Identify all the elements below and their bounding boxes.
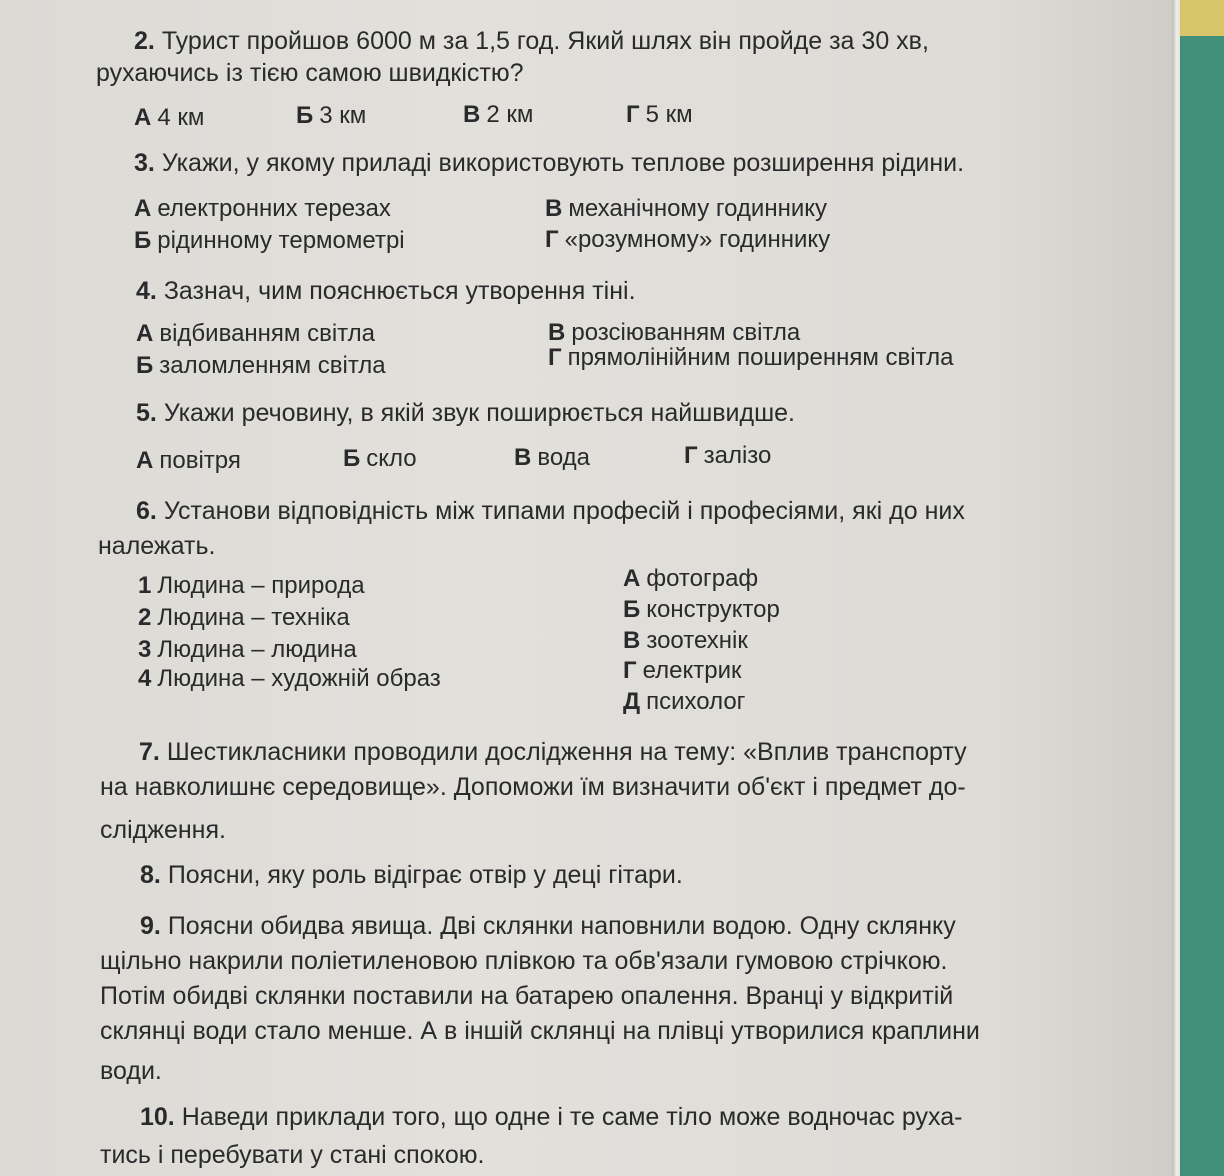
question-4: 4. Зазнач, чим пояснюється утворення тіні. [136, 277, 636, 305]
question-7-line-1: 7. Шестикласники проводили дослідження на тему: «Вплив транспорту [139, 738, 967, 766]
q3-option-a: А електронних терезах [134, 195, 391, 222]
q2-option-a: А 4 км [134, 104, 205, 131]
q6-right-b: Б конструктор [623, 596, 780, 623]
q2-option-b: Б 3 км [296, 102, 367, 129]
question-6-cont: належать. [98, 532, 216, 560]
q2-option-d: Г 5 км [626, 101, 693, 128]
q5-option-a: А повітря [136, 447, 241, 474]
book-cover-edge [1180, 0, 1224, 1176]
question-9-line-5: води. [100, 1057, 162, 1085]
q2-option-c: В 2 км [463, 101, 534, 128]
page-edge [1172, 0, 1180, 1176]
question-10-line-1: 10. Наведи приклади того, що одне і те саме тіло може водночас руха- [140, 1103, 963, 1131]
question-3: 3. Укажи, у якому приладі використовують теплове розширення рідини. [134, 149, 965, 177]
q3-option-b: Б рідинному термометрі [134, 227, 405, 254]
q6-left-1: 1 Людина – природа [138, 572, 365, 599]
q6-right-d: Г електрик [623, 657, 742, 684]
q6-right-c: В зоотехнік [623, 627, 748, 654]
question-9-line-4: склянці води стало менше. А в іншій склянці на плівці утворилися краплини [100, 1017, 980, 1045]
q3-option-c: В механічному годиннику [545, 195, 828, 222]
q5-option-b: Б скло [343, 445, 417, 472]
q3-option-d: Г «розумному» годиннику [545, 226, 831, 253]
q5-option-d: Г залізо [684, 442, 772, 469]
q6-left-3: 3 Людина – людина [138, 636, 357, 663]
q6-right-a: А фотограф [623, 565, 759, 592]
q6-left-4: 4 Людина – художній образ [138, 665, 441, 692]
question-8: 8. Поясни, яку роль відіграє отвір у деці гітари. [140, 861, 683, 889]
question-9-line-1: 9. Поясни обидва явища. Дві склянки наповнили водою. Одну склянку [140, 912, 956, 940]
question-7-line-2: на навколишнє середовище». Допоможи їм визначити об'єкт і предмет до- [100, 773, 966, 801]
q4-option-a: А відбиванням світла [136, 320, 375, 347]
q4-option-b: Б заломленням світла [136, 352, 386, 379]
cropped-previous-line [140, 0, 860, 6]
question-10-line-2: тись і перебувати у стані спокою. [100, 1141, 485, 1169]
q6-left-2: 2 Людина – техніка [138, 604, 350, 631]
question-9-line-3: Потім обидві склянки поставили на батарею опалення. Вранці у відкритій [100, 982, 954, 1010]
q6-right-e: Д психолог [623, 688, 746, 715]
question-7-line-3: слідження. [100, 816, 226, 844]
question-2-cont: рухаючись із тією самою швидкістю? [96, 59, 524, 87]
question-9-line-2: щільно накрили поліетиленовою плівкою та обв'язали гумовою стрічкою. [100, 947, 948, 975]
question-6: 6. Установи відповідність між типами професій і професіями, які до них [136, 497, 965, 525]
question-2: 2. Турист пройшов 6000 м за 1,5 год. Який шлях він пройде за 30 хв, [134, 27, 929, 55]
book-cover-top-strip [1180, 0, 1224, 36]
q4-option-d: Г прямолінійним поширенням світла [548, 344, 954, 371]
q5-option-c: В вода [514, 444, 590, 471]
q4-option-c: В розсіюванням світла [548, 319, 801, 346]
question-5: 5. Укажи речовину, в якій звук поширюється найшвидше. [136, 399, 795, 427]
